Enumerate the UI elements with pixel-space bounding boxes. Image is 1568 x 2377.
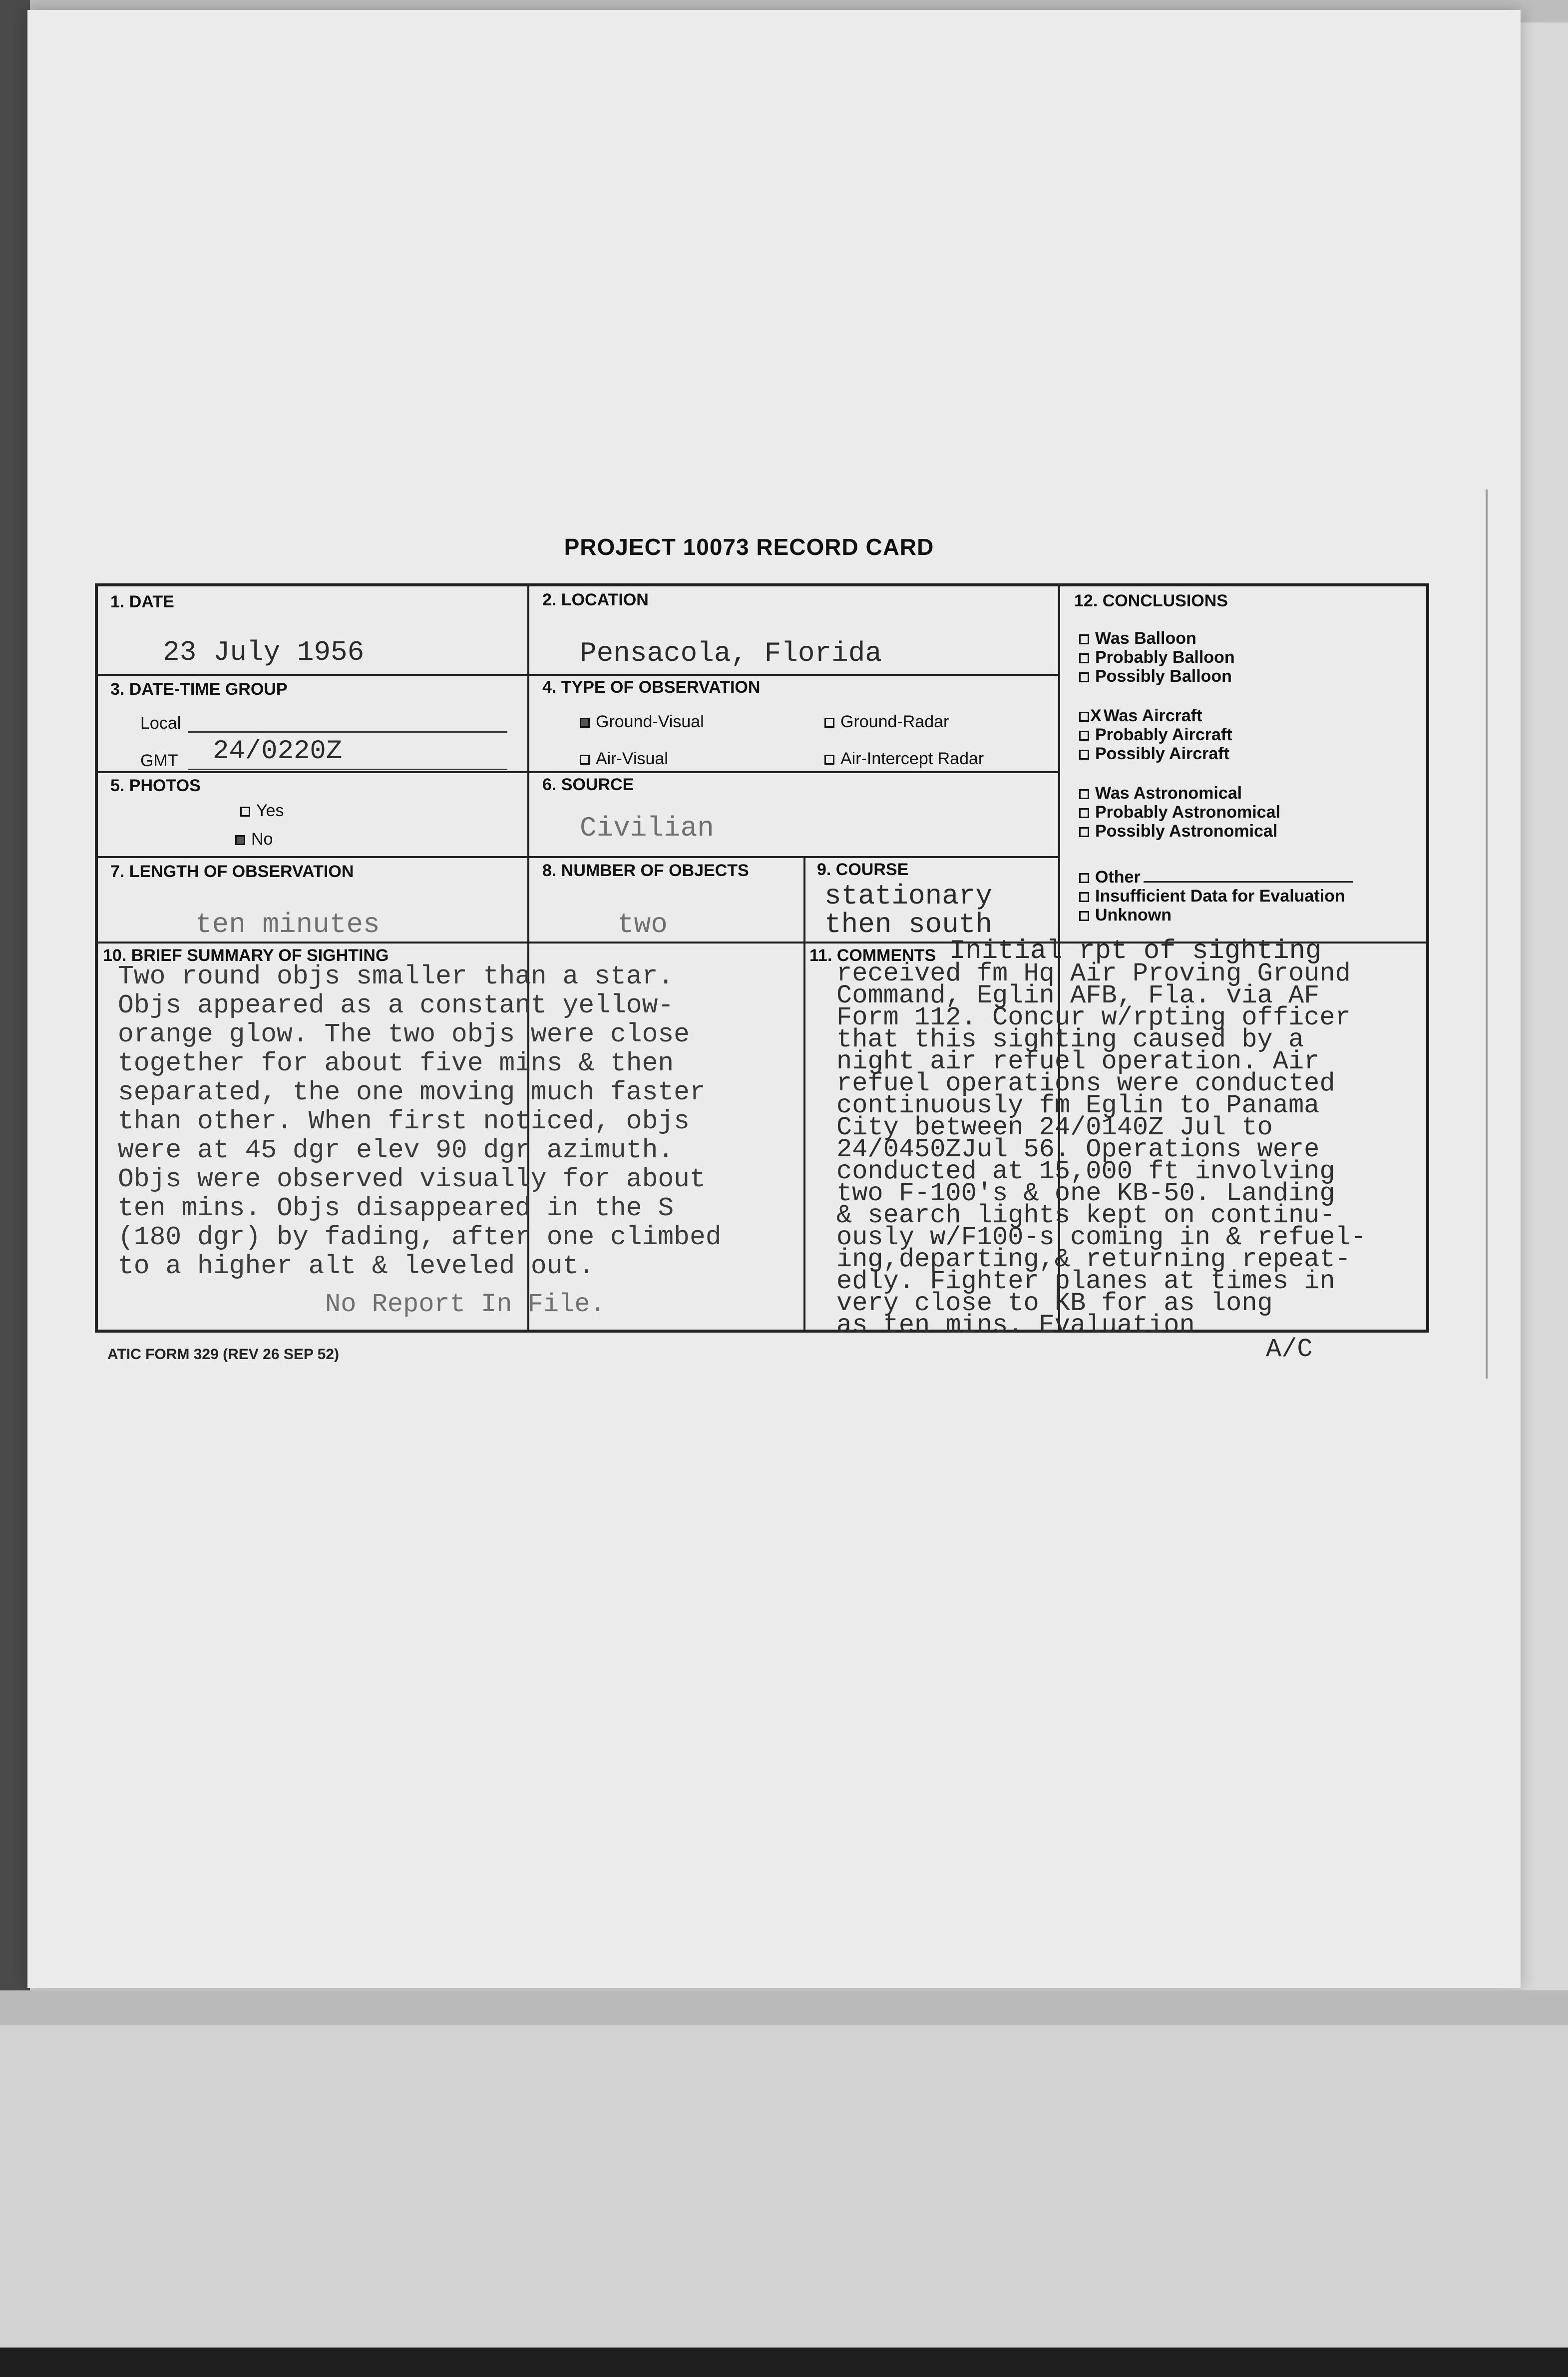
conclusion-checkbox bbox=[1079, 731, 1089, 741]
source-label: 6. SOURCE bbox=[542, 775, 634, 794]
local-time-line bbox=[188, 731, 507, 733]
divider-v3 bbox=[803, 856, 805, 1331]
conclusion-checkbox bbox=[1079, 789, 1089, 799]
length-label: 7. LENGTH OF OBSERVATION bbox=[110, 862, 354, 881]
conclusion-checkbox bbox=[1079, 808, 1089, 818]
comments-first-line: Initial rpt of sighting bbox=[949, 936, 1322, 966]
comment-line: night air refuel operation. Air bbox=[836, 1047, 1320, 1076]
course-line-1: stationary bbox=[824, 880, 993, 912]
conclusion-checkbox bbox=[1079, 911, 1089, 921]
other-underline bbox=[1144, 881, 1353, 883]
conclusion-item bbox=[1079, 822, 1277, 841]
conclusion-label: Other bbox=[1095, 868, 1141, 887]
conclusion-item bbox=[1079, 803, 1280, 822]
summary-line: Two round objs smaller than a star. bbox=[118, 961, 674, 991]
conclusion-item bbox=[1079, 629, 1196, 648]
comment-line: very close to KB for as long bbox=[836, 1289, 1273, 1318]
conclusion-item bbox=[1079, 887, 1345, 906]
air-visual-option: Air-Visual bbox=[580, 749, 668, 769]
comment-line: as ten mins. Evaluation bbox=[836, 1311, 1195, 1340]
objects-value: two bbox=[617, 909, 668, 941]
summary-line: Objs appeared as a constant yellow- bbox=[118, 990, 674, 1020]
comment-line: two F-100's & one KB-50. Landing bbox=[836, 1179, 1335, 1208]
conclusion-checked-mark: X bbox=[1090, 706, 1102, 725]
conclusions-label: 12. CONCLUSIONS bbox=[1074, 591, 1228, 610]
summary-line: together for about five mins & then bbox=[118, 1048, 674, 1078]
card-title: PROJECT 10073 RECORD CARD bbox=[564, 534, 934, 560]
air-intercept-option: Air-Intercept Radar bbox=[824, 749, 984, 769]
conclusion-item bbox=[1079, 706, 1202, 725]
comment-line: edly. Fighter planes at times in bbox=[836, 1267, 1335, 1296]
conclusion-label: Insufficient Data for Evaluation bbox=[1095, 887, 1345, 906]
conclusion-label: Probably Balloon bbox=[1095, 648, 1235, 667]
location-value: Pensacola, Florida bbox=[580, 637, 882, 669]
course-label: 9. COURSE bbox=[817, 860, 909, 879]
conclusion-label: Unknown bbox=[1095, 906, 1172, 925]
summary-label: 10. BRIEF SUMMARY OF SIGHTING bbox=[103, 946, 389, 965]
gmt-line bbox=[188, 769, 507, 770]
summary-line: were at 45 dgr elev 90 dgr azimuth. bbox=[118, 1135, 674, 1165]
conclusion-item bbox=[1079, 906, 1172, 925]
date-label: 1. DATE bbox=[110, 592, 174, 611]
conclusion-label: Was Balloon bbox=[1095, 629, 1196, 648]
form-footer: ATIC FORM 329 (REV 26 SEP 52) bbox=[107, 1346, 340, 1363]
summary-text bbox=[118, 962, 722, 1281]
comment-line: ing,departing,& returning repeat- bbox=[836, 1245, 1351, 1274]
conclusion-checkbox bbox=[1079, 653, 1089, 663]
photos-label: 5. PHOTOS bbox=[110, 776, 201, 795]
photos-yes-option: Yes bbox=[240, 801, 284, 821]
ground-radar-checkbox bbox=[824, 718, 834, 728]
conclusion-checkbox bbox=[1079, 672, 1089, 682]
date-value: 23 July 1956 bbox=[163, 636, 365, 668]
comment-line: Form 112. Concur w/rpting officer bbox=[836, 1003, 1351, 1032]
comment-line: ously w/F100-s coming in & refuel- bbox=[836, 1223, 1366, 1252]
summary-line: to a higher alt & leveled out. bbox=[118, 1251, 595, 1281]
air-intercept-checkbox bbox=[824, 755, 834, 765]
course-line-2: then south bbox=[824, 909, 993, 941]
scan-lower-band bbox=[0, 1990, 1568, 2025]
conclusion-item bbox=[1079, 784, 1242, 803]
conclusion-item bbox=[1079, 667, 1232, 686]
divider-h1 bbox=[98, 674, 1058, 676]
summary-line: separated, the one moving much faster bbox=[118, 1077, 706, 1107]
divider-h2 bbox=[98, 771, 1058, 773]
conclusion-checkbox bbox=[1079, 634, 1089, 644]
source-value: Civilian bbox=[580, 812, 714, 844]
location-label: 2. LOCATION bbox=[542, 590, 649, 609]
conclusion-checkbox bbox=[1079, 712, 1089, 722]
photos-no-checkbox bbox=[235, 835, 245, 845]
conclusion-item bbox=[1079, 868, 1353, 887]
conclusion-item bbox=[1079, 648, 1235, 667]
conclusion-checkbox bbox=[1079, 827, 1089, 837]
evaluation-value: A/C bbox=[1266, 1335, 1313, 1364]
gmt-value: 24/0220Z bbox=[213, 736, 343, 767]
photos-yes-checkbox bbox=[240, 807, 250, 817]
scan-bottom-strip bbox=[0, 2348, 1568, 2377]
summary-line: Objs were observed visually for about bbox=[118, 1164, 706, 1194]
conclusion-label: Was Astronomical bbox=[1095, 784, 1242, 803]
conclusion-label: Possibly Aircraft bbox=[1095, 744, 1229, 763]
air-visual-checkbox bbox=[580, 755, 590, 765]
comment-line: 24/0450ZJul 56. Operations were bbox=[836, 1135, 1320, 1164]
ground-visual-option: Ground-Visual bbox=[580, 712, 704, 732]
conclusion-checkbox bbox=[1079, 892, 1089, 902]
type-obs-label: 4. TYPE OF OBSERVATION bbox=[542, 678, 761, 697]
objects-label: 8. NUMBER OF OBJECTS bbox=[542, 861, 749, 880]
comments-label: 11. COMMENTS bbox=[809, 946, 936, 965]
gmt-label: GMT bbox=[140, 751, 178, 770]
conclusion-checkbox bbox=[1079, 873, 1089, 883]
summary-line: orange glow. The two objs were close bbox=[118, 1019, 690, 1049]
conclusion-label: Probably Aircraft bbox=[1095, 725, 1232, 744]
conclusion-item bbox=[1079, 725, 1232, 744]
local-time-label: Local bbox=[140, 714, 181, 733]
conclusion-item bbox=[1079, 744, 1229, 763]
comment-line: City between 24/0140Z Jul to bbox=[836, 1113, 1273, 1142]
conclusion-label: Possibly Astronomical bbox=[1095, 822, 1278, 841]
comment-line: conducted at 15,000 ft involving bbox=[836, 1157, 1335, 1186]
comment-line: that this sighting caused by a bbox=[836, 1025, 1304, 1054]
scan-vertical-line bbox=[1486, 489, 1488, 1379]
conclusion-checkbox bbox=[1079, 750, 1089, 760]
ground-visual-checkbox bbox=[580, 718, 590, 728]
comment-line: & search lights kept on continu- bbox=[836, 1201, 1335, 1230]
comment-line: Command, Eglin AFB, Fla. via AF bbox=[836, 981, 1320, 1010]
conclusion-label: Was Aircraft bbox=[1103, 706, 1202, 725]
comment-line: received fm Hq Air Proving Ground bbox=[836, 959, 1351, 988]
comments-text bbox=[836, 959, 1366, 1340]
no-report-note: No Report In File. bbox=[325, 1290, 606, 1319]
conclusion-label: Possibly Balloon bbox=[1095, 667, 1232, 686]
conclusion-label: Probably Astronomical bbox=[1095, 803, 1280, 822]
comment-line: refuel operations were conducted bbox=[836, 1069, 1335, 1098]
photos-no-option: No bbox=[235, 830, 273, 849]
dtg-label: 3. DATE-TIME GROUP bbox=[110, 680, 288, 699]
comment-line: continuously fm Eglin to Panama bbox=[836, 1091, 1320, 1120]
scan-lower-area bbox=[0, 1990, 1568, 2377]
summary-line: than other. When first noticed, objs bbox=[118, 1106, 690, 1136]
summary-line: ten mins. Objs disappeared in the S bbox=[118, 1193, 674, 1223]
summary-line: (180 dgr) by fading, after one climbed bbox=[118, 1222, 722, 1252]
ground-radar-option: Ground-Radar bbox=[824, 712, 949, 732]
divider-h3 bbox=[98, 856, 1058, 858]
length-value: ten minutes bbox=[195, 909, 380, 941]
